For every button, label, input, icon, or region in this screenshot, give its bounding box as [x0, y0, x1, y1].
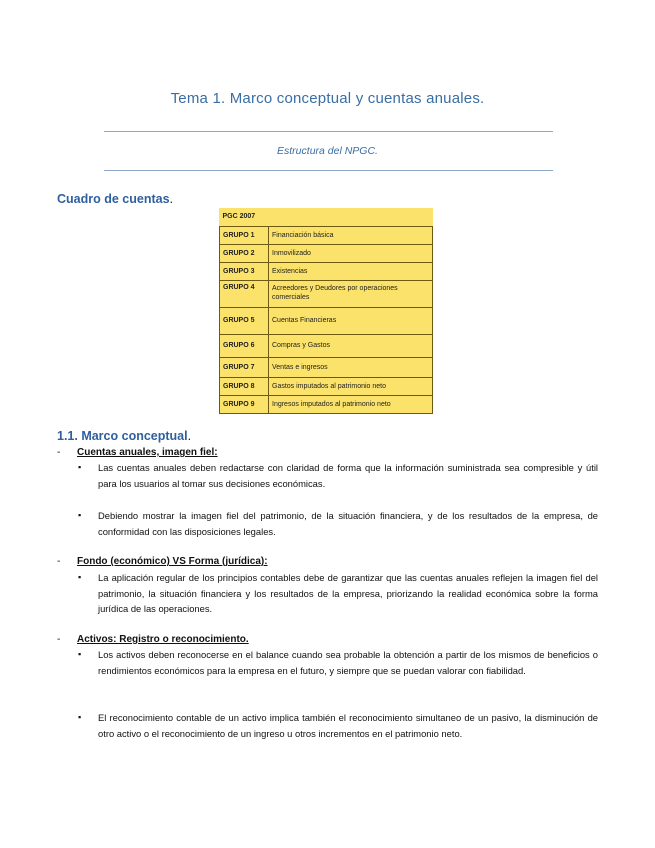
- desc-cell: Compras y Gastos: [269, 334, 433, 357]
- bullet-icon: ▪: [78, 462, 82, 472]
- bullet-paragraph: Las cuentas anuales deben redactarse con claridad de forma que la información suministrada sea compresible y útil para los usuarios al tomar sus decisiones económicas.: [98, 462, 598, 489]
- title-top-rule: [104, 131, 553, 132]
- cuadro-heading: [57, 192, 173, 206]
- table-row: [220, 280, 433, 307]
- group-cell: GRUPO 7: [220, 357, 269, 377]
- desc-cell: Inmovilizado: [269, 244, 433, 262]
- table-row: [220, 357, 433, 377]
- marco-heading-text: 1.1. Marco conceptual: [57, 429, 188, 443]
- desc-cell: Cuentas Financieras: [269, 307, 433, 334]
- group-cell: GRUPO 4: [220, 280, 269, 307]
- marco-heading: [57, 429, 191, 443]
- page-title: Tema 1. Marco conceptual y cuentas anuales.: [170, 90, 485, 107]
- bullet-paragraph: La aplicación regular de los principios contables debe de garantizar que las cuentas anuales reflejen la imagen fiel del patrimonio, la situación financiera y los resultados de la empresa, priorizando la realidad económica sobre la forma jurídica de las operaciones.: [98, 572, 598, 614]
- section-label: Activos: Registro o reconocimiento.: [77, 634, 249, 645]
- table-row: [220, 334, 433, 357]
- bullet-paragraph: Los activos deben reconocerse en el balance cuando sea probable la obtención a partir de los mismos de beneficios o rendimientos económicos para la empresa en el futuro, y siempre que se puedan valorar con fiabilidad.: [98, 649, 598, 676]
- section-dash: -: [57, 634, 61, 645]
- desc-cell: Gastos imputados al patrimonio neto: [269, 377, 433, 395]
- section-label: Cuentas anuales, imagen fiel:: [77, 447, 218, 458]
- page-subtitle: Estructura del NPGC.: [277, 145, 378, 157]
- section-dash: -: [57, 556, 61, 567]
- desc-cell: Financiación básica: [269, 226, 433, 244]
- marco-heading-dot: .: [187, 429, 192, 443]
- bullet-paragraph: El reconocimiento contable de un activo implica también el reconocimiento simultaneo de un pasivo, la disminución de otro activo o el reconocimiento de un ingreso u otros incrementos en el patrimonio neto.: [98, 712, 598, 739]
- bullet-icon: ▪: [78, 572, 82, 582]
- bullet-icon: ▪: [78, 712, 82, 722]
- bullet-paragraph: Debiendo mostrar la imagen fiel del patrimonio, de la situación financiera, y de los resultados de la empresa, de conformidad con las disposiciones legales.: [98, 510, 598, 537]
- table-row: [220, 226, 433, 244]
- group-cell: GRUPO 5: [220, 307, 269, 334]
- desc-cell: Ventas e ingresos: [269, 357, 433, 377]
- table-row: [220, 377, 433, 395]
- group-cell: GRUPO 2: [220, 244, 269, 262]
- table-row: [220, 244, 433, 262]
- table-row: [220, 262, 433, 280]
- group-cell: GRUPO 1: [220, 226, 269, 244]
- section-label: Fondo (económico) VS Forma (jurídica):: [77, 556, 268, 567]
- desc-cell: Existencias: [269, 262, 433, 280]
- cuadro-heading-dot: .: [169, 192, 174, 206]
- pgc-accounts-table: [219, 208, 433, 414]
- bullet-icon: ▪: [78, 510, 82, 520]
- cuadro-heading-text: Cuadro de cuentas: [57, 192, 170, 206]
- table-header-row: [220, 208, 433, 226]
- table-header-cell: PGC 2007: [220, 208, 433, 226]
- desc-cell: Acreedores y Deudores por operaciones comerciales: [269, 280, 433, 307]
- group-cell: GRUPO 3: [220, 262, 269, 280]
- section-dash: -: [57, 447, 61, 458]
- table-row: [220, 395, 433, 413]
- group-cell: GRUPO 6: [220, 334, 269, 357]
- group-cell: GRUPO 9: [220, 395, 269, 413]
- title-bottom-rule: [104, 170, 553, 171]
- table-row: [220, 307, 433, 334]
- group-cell: GRUPO 8: [220, 377, 269, 395]
- bullet-icon: ▪: [78, 649, 82, 659]
- desc-cell: Ingresos imputados al patrimonio neto: [269, 395, 433, 413]
